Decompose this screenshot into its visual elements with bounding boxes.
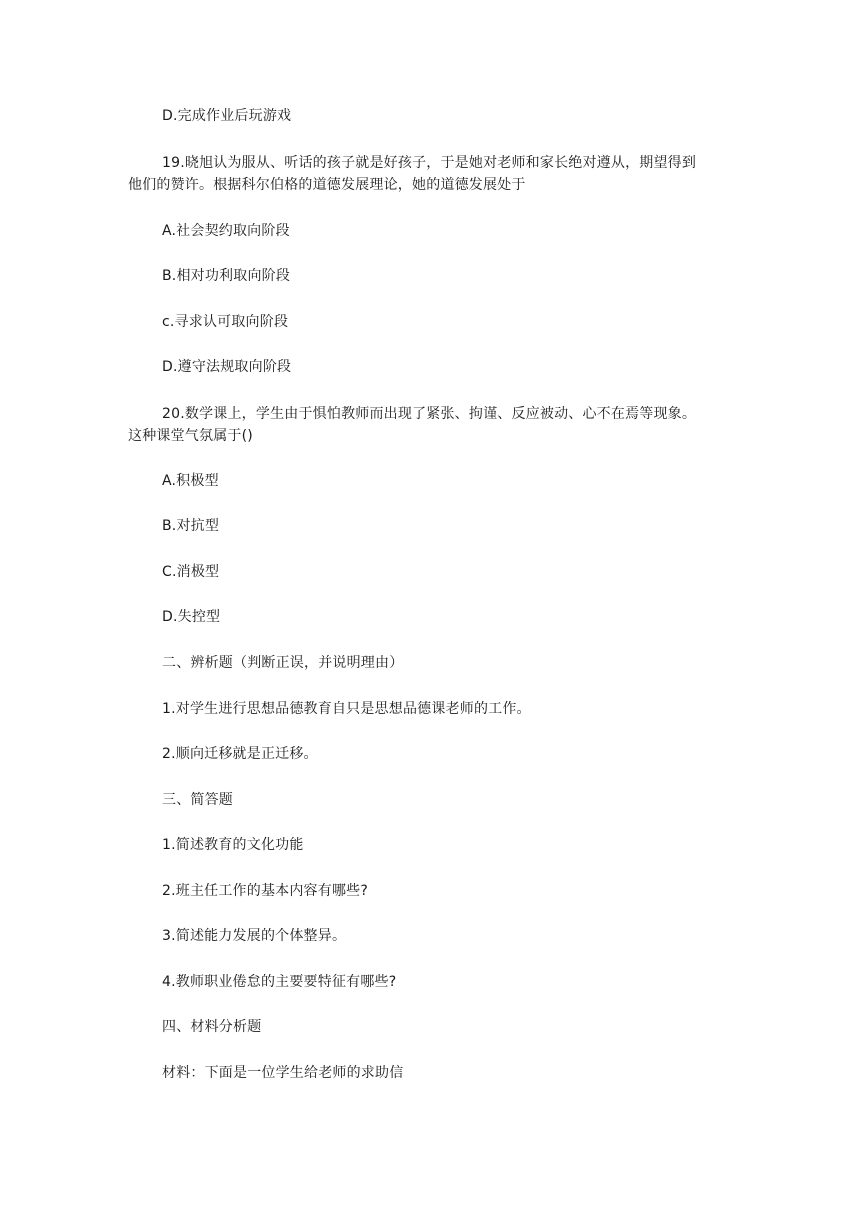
section-3-heading: 三、简答题 [162, 792, 233, 808]
section-3-item-2: 2.班主任工作的基本内容有哪些? [162, 883, 368, 899]
section-2-item-1: 1.对学生进行思想品德教育自只是思想品德课老师的工作。 [162, 701, 531, 717]
section-3-item-4: 4.教师职业倦怠的主要要特征有哪些? [162, 974, 397, 990]
q19-option-a: A.社会契约取向阶段 [162, 223, 290, 239]
q20-stem-line-1: 20.数学课上，学生由于惧怕教师而出现了紧张、拘谨、反应被动、心不在焉等现象。 [162, 406, 697, 422]
section-2-item-2: 2.顺向迁移就是正迁移。 [162, 746, 318, 762]
q19-option-c: c.寻求认可取向阶段 [162, 314, 289, 330]
q19-stem-line-1: 19.晓旭认为服从、听话的孩子就是好孩子，于是她对老师和家长绝对遵从，期望得到 [162, 155, 697, 171]
q20-option-a: A.积极型 [162, 473, 219, 489]
q19-stem-line-2: 他们的赞许。根据科尔伯格的道德发展理论，她的道德发展处于 [128, 177, 526, 193]
section-2-heading: 二、辨析题（判断正误，并说明理由） [162, 655, 404, 671]
q18-option-d: D.完成作业后玩游戏 [162, 108, 292, 124]
q20-option-c: C.消极型 [162, 564, 220, 580]
section-3-item-1: 1.简述教育的文化功能 [162, 837, 304, 853]
q20-option-b: B.对抗型 [162, 518, 220, 534]
section-4-heading: 四、材料分析题 [162, 1019, 262, 1035]
q20-stem-line-2: 这种课堂气氛属于() [128, 428, 253, 444]
material-intro: 材料：下面是一位学生给老师的求助信 [162, 1065, 404, 1081]
q19-option-b: B.相对功利取向阶段 [162, 268, 291, 284]
section-3-item-3: 3.简述能力发展的个体整异。 [162, 928, 347, 944]
q19-option-d: D.遵守法规取向阶段 [162, 359, 292, 375]
q20-option-d: D.失控型 [162, 609, 221, 625]
